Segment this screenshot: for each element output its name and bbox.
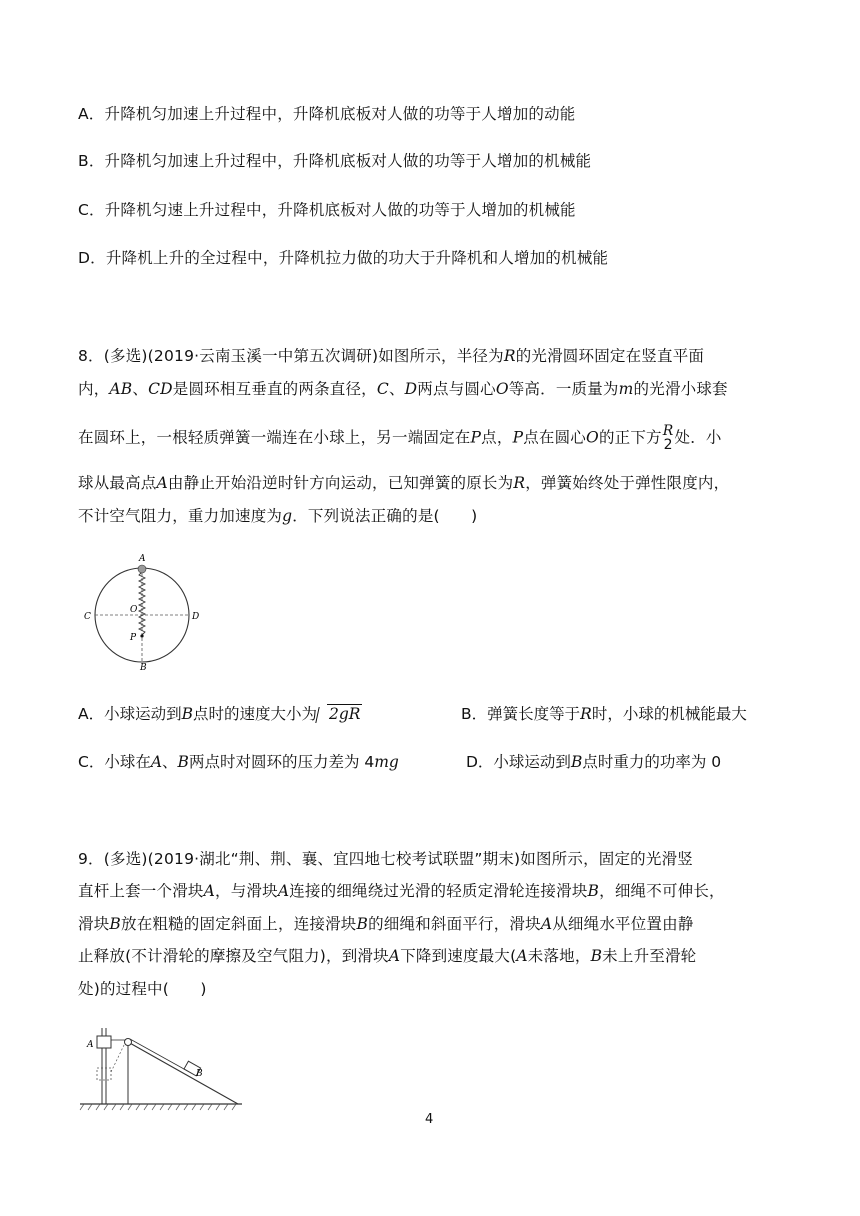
label-d: D — [192, 612, 200, 622]
page-number: 4 — [425, 1112, 434, 1127]
fraction-r-over-2: R 2 — [662, 423, 674, 453]
label-p: P — [130, 633, 137, 643]
q8-option-a: A．小球运动到B点时的速度大小为 2gR — [78, 705, 361, 723]
incline-surface — [128, 1042, 238, 1104]
rope-ghost — [111, 1043, 125, 1072]
block-a-ghost — [97, 1068, 111, 1080]
point-p-dot — [140, 634, 143, 637]
ground-hatching — [80, 1104, 236, 1110]
q8-circle-figure — [78, 548, 208, 672]
label-b: B — [140, 663, 147, 672]
q8-option-b: B．弹簧长度等于R时，小球的机械能最大 — [461, 705, 747, 723]
q8-option-d: D．小球运动到B点时重力的功率为 0 — [466, 753, 722, 771]
q7-option-a: A．升降机匀加速上升过程中，升降机底板对人做的功等于人增加的动能 — [78, 105, 576, 123]
label-o: O — [130, 605, 138, 615]
q9-stem-line-2: 直杆上套一个滑块A，与滑块A连接的细绳绕过光滑的轻质定滑轮连接滑块B，细绳不可伸长， — [78, 882, 725, 900]
q8-stem-line-2: 内，AB、CD是圆环相互垂直的两条直径，C、D两点与圆心O等高．一质量为m的光滑小球套 — [78, 380, 728, 398]
sqrt-expression: 2gR — [317, 703, 362, 725]
small-ball — [138, 565, 146, 573]
q8-stem-line-3: 在圆环上，一根轻质弹簧一端连在小球上，另一端固定在P点，P点在圆心O的正下方 R 2 处．小 — [78, 423, 722, 453]
label-c: C — [84, 612, 91, 622]
q9-stem-line-1: 9．(多选)(2019·湖北“荆、荆、襄、宜四地七校考试联盟”期末)如图所示，固定的光滑竖 — [78, 850, 693, 868]
q7-option-d: D．升降机上升的全过程中，升降机拉力做的功大于升降机和人增加的机械能 — [78, 249, 609, 267]
q9-pulley-incline-figure — [78, 1022, 248, 1114]
label-a: A — [139, 554, 146, 564]
q7-option-c: C．升降机匀速上升过程中，升降机底板对人做的功等于人增加的机械能 — [78, 201, 576, 219]
q9-stem-line-4: 止释放(不计滑轮的摩擦及空气阻力)，到滑块A下降到速度最大(A未落地，B未上升至滑轮 — [78, 947, 697, 965]
q8-stem-line-1: 8．(多选)(2019·云南玉溪一中第五次调研)如图所示，半径为R的光滑圆环固定在竖直平面 — [78, 347, 705, 365]
q8-option-c: C．小球在A、B两点时对圆环的压力差为 4mg — [78, 753, 399, 771]
label-b: B — [196, 1069, 203, 1079]
label-a: A — [87, 1040, 94, 1050]
q7-option-b: B．升降机匀加速上升过程中，升降机底板对人做的功等于人增加的机械能 — [78, 152, 592, 170]
q9-stem-line-5: 处)的过程中( ) — [78, 980, 207, 998]
q9-stem-line-3: 滑块B放在粗糙的固定斜面上，连接滑块B的细绳和斜面平行，滑块A从细绳水平位置由静 — [78, 915, 694, 933]
q8-stem-line-5: 不计空气阻力，重力加速度为g．下列说法正确的是( ) — [78, 507, 478, 525]
rope-incline — [130, 1039, 184, 1069]
block-a — [97, 1036, 111, 1048]
q8-stem-line-4: 球从最高点A由静止开始沿逆时针方向运动，已知弹簧的原长为R，弹簧始终处于弹性限度内， — [78, 474, 730, 492]
